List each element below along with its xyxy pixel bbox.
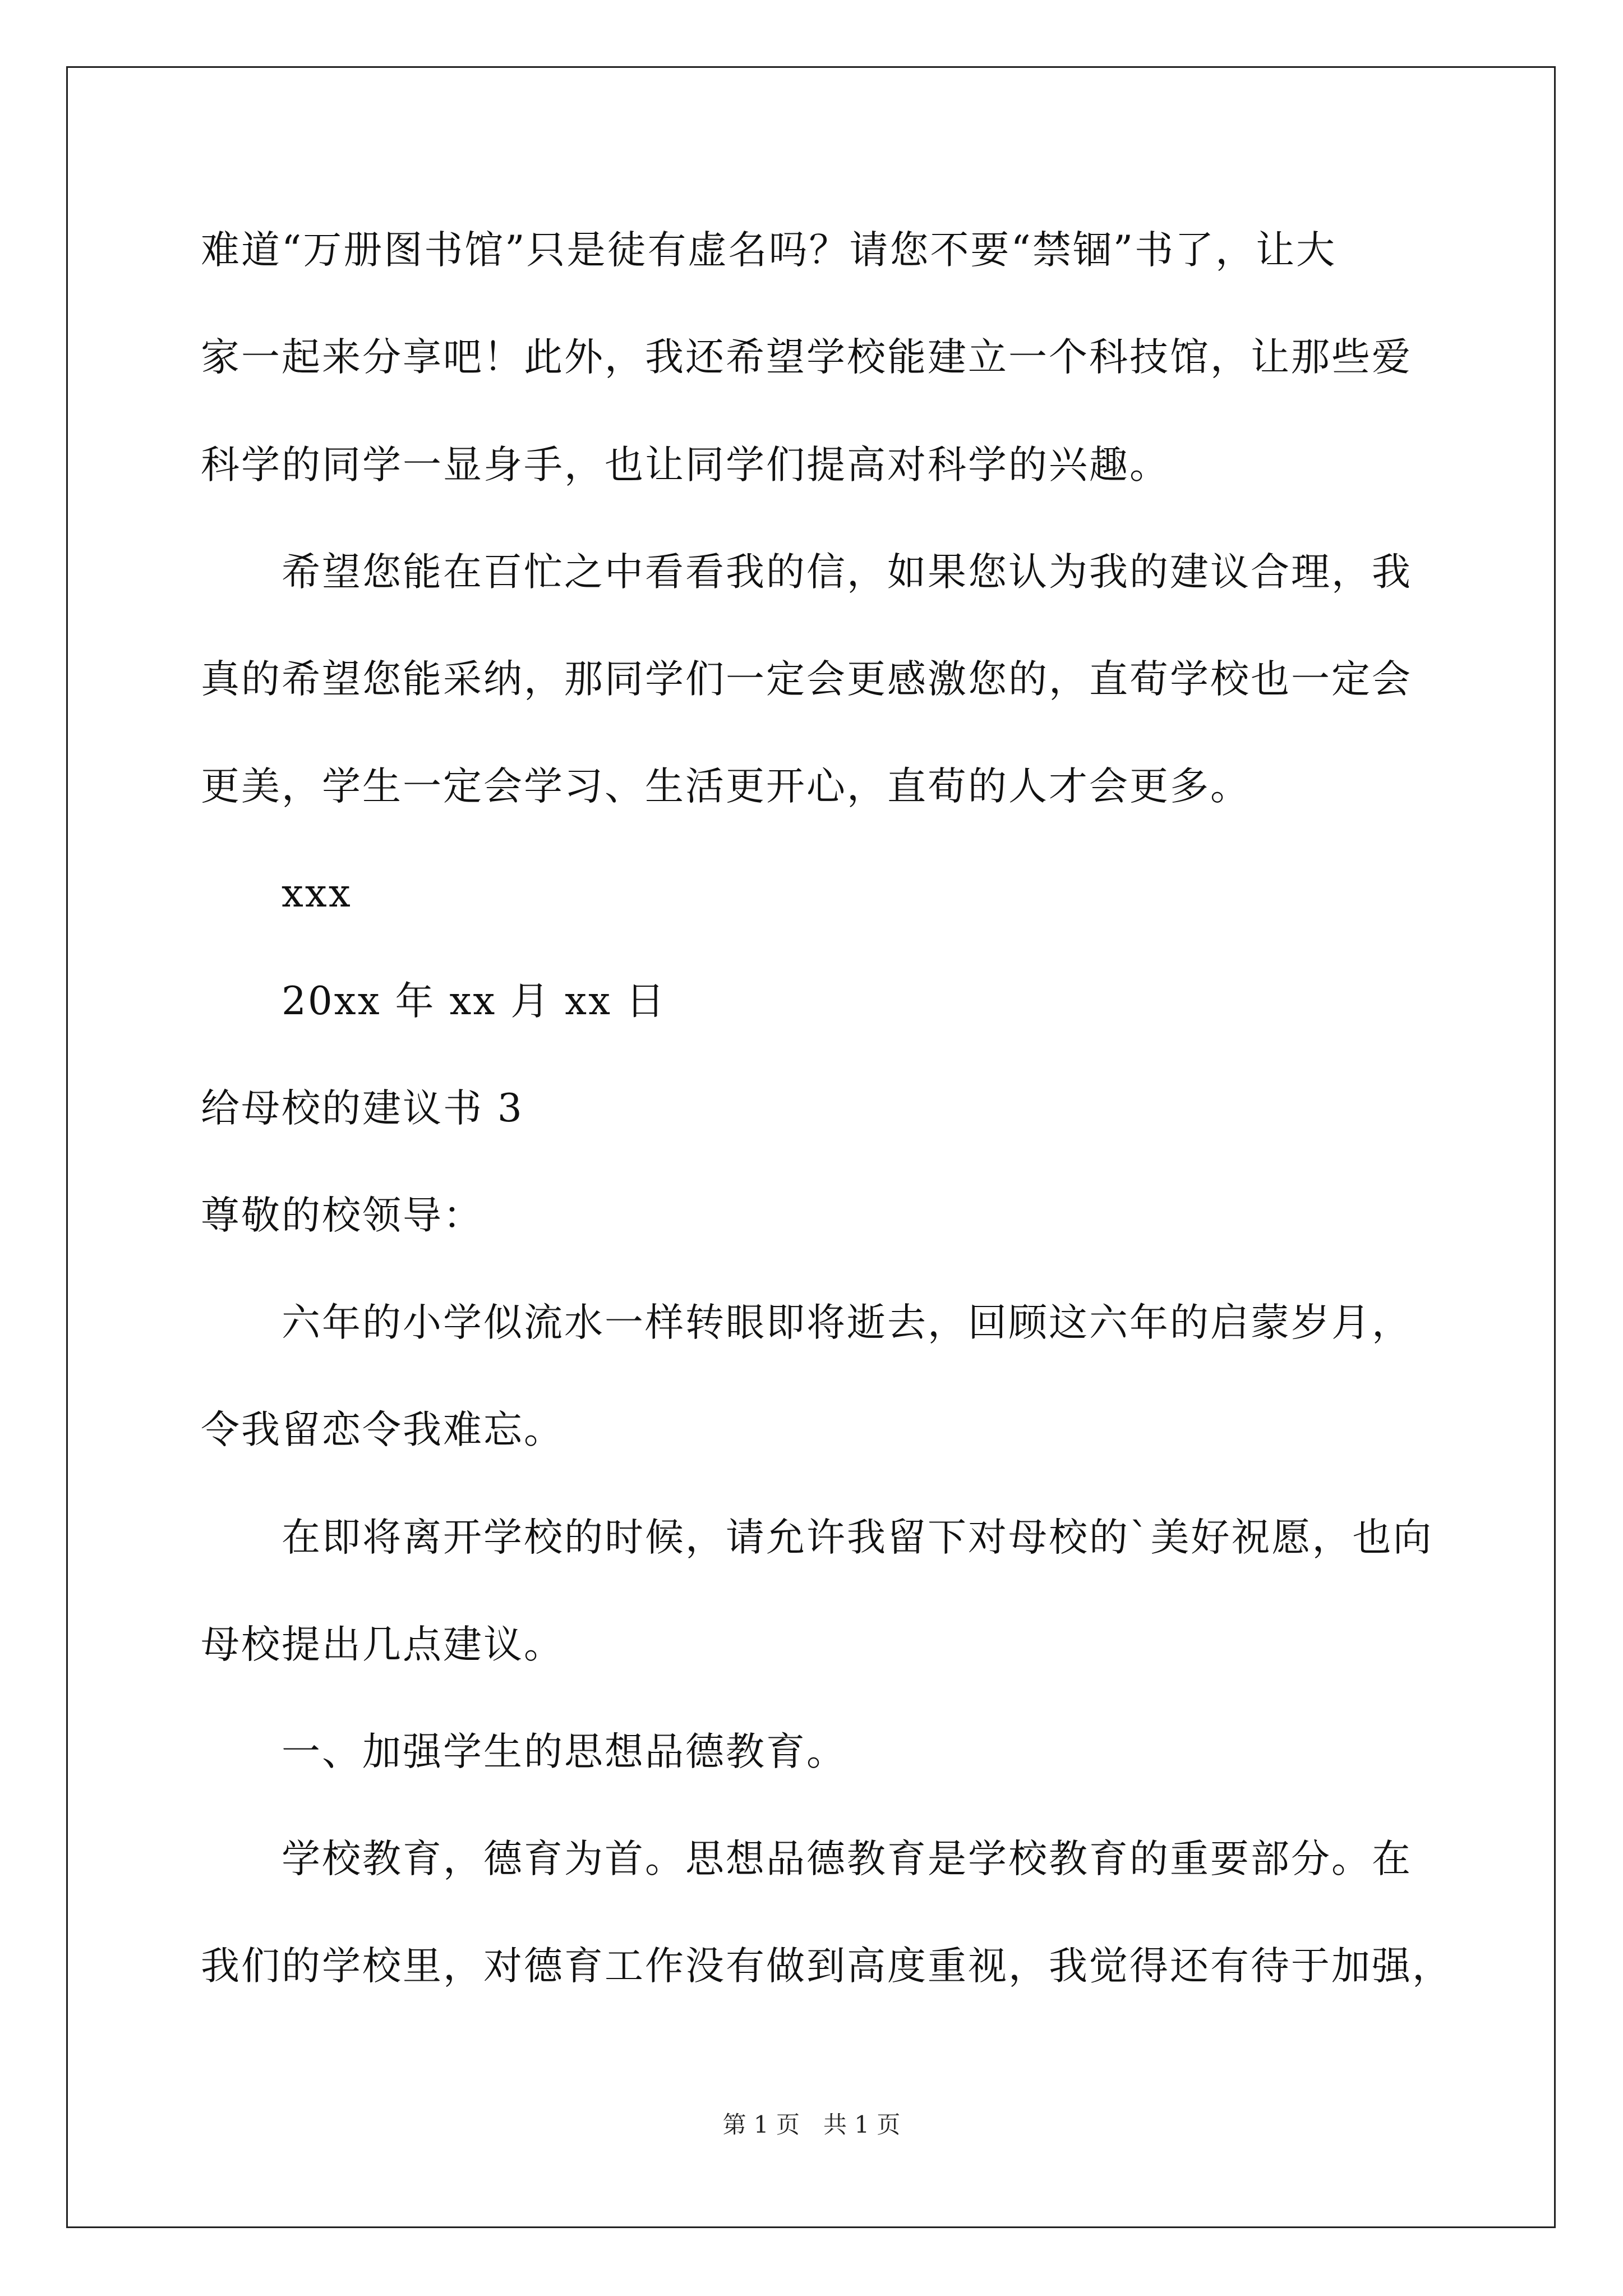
body-line: 难道“万册图书馆”只是徒有虚名吗？请您不要“禁锢”书了，让大 — [201, 228, 1337, 273]
salutation: 尊敬的校领导： — [201, 1193, 483, 1238]
body-line: 更美，学生一定会学习、生活更开心，直荀的人才会更多。 — [201, 764, 1251, 809]
section-title: 给母校的建议书 3 — [201, 1086, 524, 1131]
body-line: 令我留恋令我难忘。 — [201, 1407, 564, 1452]
body-line: 六年的小学似流水一样转眼即将逝去，回顾这六年的启蒙岁月， — [282, 1300, 1412, 1345]
letter-date: 20xx 年 xx 月 xx 日 — [282, 979, 666, 1024]
body-line: 希望您能在百忙之中看看我的信，如果您认为我的建议合理，我 — [282, 550, 1412, 595]
body-line: 母校提出几点建议。 — [201, 1622, 564, 1667]
body-line: 科学的同学一显身手，也让同学们提高对科学的兴趣。 — [201, 443, 1170, 487]
body-line: 学校教育，德育为首。思想品德教育是学校教育的重要部分。在 — [282, 1837, 1412, 1881]
body-line: 我们的学校里，对德育工作没有做到高度重视，我觉得还有待于加强， — [201, 1944, 1453, 1989]
body-line: 真的希望您能采纳，那同学们一定会更感激您的，直荀学校也一定会 — [201, 657, 1412, 702]
list-heading: 一、加强学生的思想品德教育。 — [282, 1729, 847, 1774]
body-line: 在即将离开学校的时候，请允许我留下对母校的`美好祝愿，也向 — [282, 1515, 1433, 1560]
signature-name: xxx — [282, 871, 352, 916]
page-border — [66, 66, 1556, 2228]
body-line: 家一起来分享吧！此外，我还希望学校能建立一个科技馆，让那些爱 — [201, 335, 1412, 380]
page-footer: 第 1 页 共 1 页 — [722, 2111, 901, 2138]
